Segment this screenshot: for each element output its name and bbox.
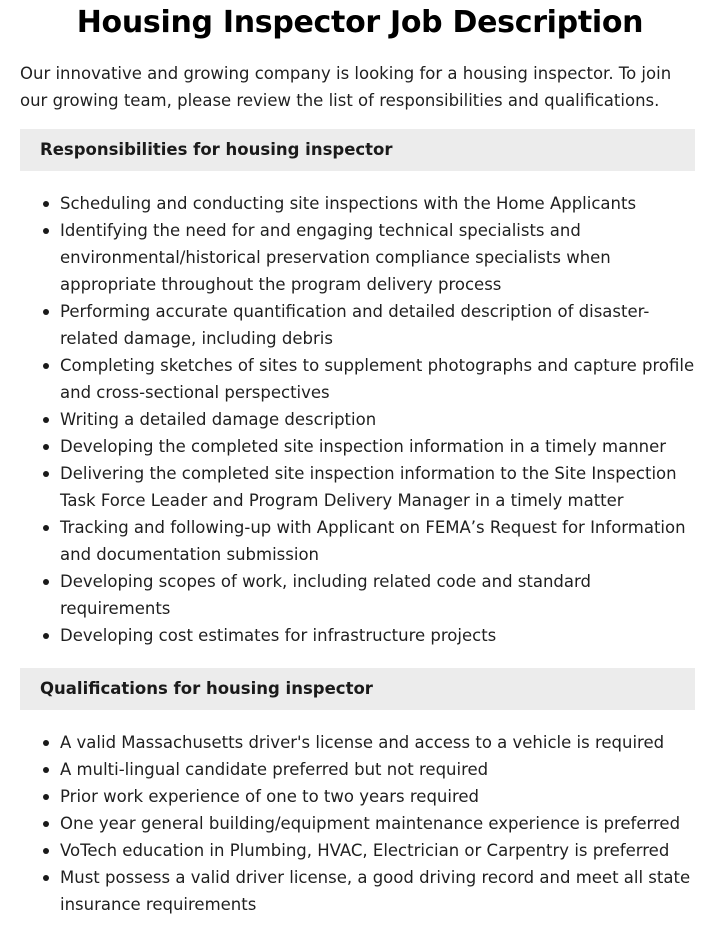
list-item: Delivering the completed site inspection information to the Site Inspection Task Force Leader and Program Delivery Manager in a timely matter (60, 460, 695, 514)
responsibilities-list (20, 190, 695, 649)
qualifications-heading: Qualifications for housing inspector (20, 668, 695, 710)
list-item: Developing scopes of work, including related code and standard requirements (60, 568, 695, 622)
list-item: One year general building/equipment maintenance experience is preferred (60, 810, 695, 837)
responsibilities-heading: Responsibilities for housing inspector (20, 129, 695, 171)
list-item: A valid Massachusetts driver's license and access to a vehicle is required (60, 729, 695, 756)
list-item: Scheduling and conducting site inspections with the Home Applicants (60, 190, 695, 217)
list-item: VoTech education in Plumbing, HVAC, Electrician or Carpentry is preferred (60, 837, 695, 864)
list-item: Developing the completed site inspection information in a timely manner (60, 433, 695, 460)
list-item: Writing a detailed damage description (60, 406, 695, 433)
list-item: Must possess a valid driver license, a good driving record and meet all state insurance requirements (60, 864, 695, 918)
list-item: Completing sketches of sites to supplement photographs and capture profile and cross-sectional perspectives (60, 352, 695, 406)
qualifications-list (20, 729, 695, 918)
list-item: Tracking and following-up with Applicant on FEMA’s Request for Information and documentation submission (60, 514, 695, 568)
page-title: Housing Inspector Job Description (76, 5, 644, 40)
list-item: Prior work experience of one to two years required (60, 783, 695, 810)
list-item: Developing cost estimates for infrastructure projects (60, 622, 695, 649)
list-item: Identifying the need for and engaging technical specialists and environmental/historical preservation compliance specialists when appropriate throughout the program delivery process (60, 217, 695, 298)
intro-paragraph: Our innovative and growing company is looking for a housing inspector. To join our growing team, please review the list of responsibilities and qualifications. (20, 64, 672, 110)
list-item: A multi-lingual candidate preferred but not required (60, 756, 695, 783)
list-item: Performing accurate quantification and detailed description of disaster-related damage, including debris (60, 298, 695, 352)
